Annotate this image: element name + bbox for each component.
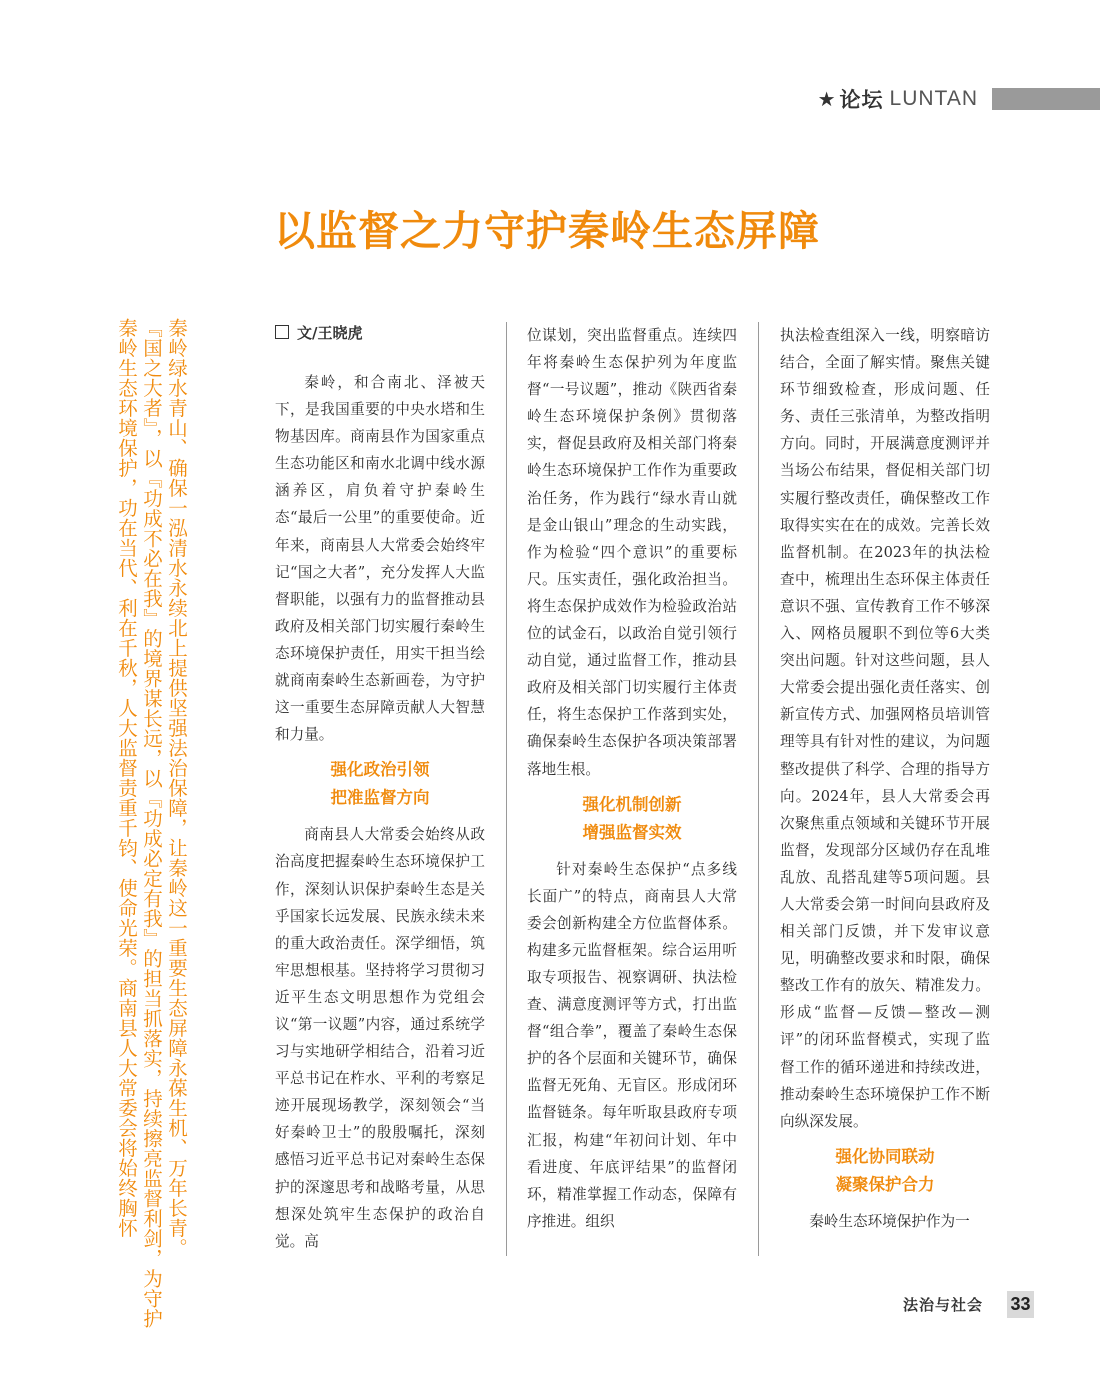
article-title: 以监督之力守护秦岭生态屏障 (274, 207, 820, 255)
pullquote-line-3: 秦岭生态环境保护，功在当代、利在千秋，人大监督责重千钧、使命光荣。商南县人大常委会将始终胸怀 (115, 318, 138, 1238)
author: 文/王晓虎 (297, 324, 363, 342)
section-header (818, 86, 1100, 112)
text-column-2 (527, 322, 737, 1235)
header-bar (992, 88, 1100, 110)
subheading-2 (527, 791, 737, 847)
page-number: 33 (1007, 1291, 1034, 1318)
text-column-3 (780, 322, 990, 1235)
subheading-line: 强化协同联动 (835, 1146, 935, 1166)
section-name-en: LUNTAN (889, 87, 978, 110)
section-name-cn: 论坛 (839, 88, 884, 112)
column-divider (506, 322, 507, 1256)
subheading-line: 凝聚保护合力 (835, 1174, 935, 1194)
text-column-1 (275, 322, 485, 1255)
square-icon (275, 325, 289, 339)
paragraph: 针对秦岭生态保护“点多线长面广”的特点，商南县人大常委会创新构建全方位监督体系。构建多元监督框架。综合运用听取专项报告、视察调研、执法检查、满意度测评等方式，打出监督“组合拳”，覆盖了秦岭生态保护的各个层面和关键环节，确保监督无死角、无盲区。形成闭环监督链条。每年听取县政府专项汇报，构建“年初问计划、年中看进度、年底评结果”的监督闭环，精准掌握工作动态，保障有序推进。组织 (527, 860, 737, 1230)
subheading-line: 增强监督实效 (582, 822, 682, 842)
subheading-line: 把准监督方向 (330, 788, 430, 808)
paragraph: 商南县人大常委会始终从政治高度把握秦岭生态环境保护工作，深刻认识保护秦岭生态是关乎国家长远发展、民族永续未来的重大政治责任。深学细悟，筑牢思想根基。坚持将学习贯彻习近平生态文明思想作为党组会议“第一议题”内容，通过系统学习与实地研学相结合，沿着习近平总书记在柞水、平利的考察足迹开展现场教学，深刻领会“当好秦岭卫士”的殷殷嘱托，深刻感悟习近平总书记对秦岭生态保护的深邃思考和战略考量，从思想深处筑牢生态保护的政治自觉。高 (275, 826, 485, 1250)
subheading-line: 强化机制创新 (582, 794, 682, 814)
paragraph: 秦岭生态环境保护作为一 (809, 1212, 970, 1230)
pullquote-line-2: 『国之大者』，以『功成不必在我』的境界谋长远，以『功成必定有我』的担当抓落实，持续擦亮监督利剑，为守护 (140, 318, 163, 1329)
pullquote-line-1: 秦岭绿水青山、确保一泓清水永续北上提供坚强法治保障，让秦岭这一重要生态屏障永葆生机、万年长青。 (165, 318, 188, 1258)
paragraph: 执法检查组深入一线，明察暗访结合，全面了解实情。聚焦关键环节细致检查，形成问题、任务、责任三张清单，为整改指明方向。同时，开展满意度测评并当场公布结果，督促相关部门切实履行整改责任，确保整改工作取得实实在在的成效。完善长效监督机制。在2023年的执法检查中，梳理出生态环保主体责任意识不强、宣传教育工作不够深入、网格员履职不到位等6大类突出问题。针对这些问题，县人大常委会提出强化责任落实、创新宣传方式、加强网格员培训管理等具有针对性的建议，为问题整改提供了科学、合理的指导方向。2024年，县人大常委会再次聚焦重点领域和关键环节开展监督，发现部分区域仍存在乱堆乱放、乱搭乱建等5项问题。县人大常委会第一时间向县政府及相关部门反馈，并下发审议意见，明确整改要求和时限，确保整改工作有的放矢、精准发力。形成“监督—反馈—整改—测评”的闭环监督模式，实现了监督工作的循环递进和持续改进，推动秦岭生态环境保护工作不断向纵深发展。 (780, 327, 990, 1130)
magazine-name: 法治与社会 (902, 1296, 983, 1314)
paragraph: 位谋划，突出监督重点。连续四年将秦岭生态保护列为年度监督“一号议题”，推动《陕西省秦岭生态环境保护条例》贯彻落实，督促县政府及相关部门将秦岭生态环境保护工作作为重要政治任务，作为践行“绿水青山就是金山银山”理念的生动实践，作为检验“四个意识”的重要标尺。压实责任，强化政治担当。将生态保护成效作为检验政治站位的试金石，以政治自觉引领行动自觉，通过监督工作，推动县政府及相关部门切实履行主体责任，将生态保护工作落到实处，确保秦岭生态保护各项决策部署落地生根。 (527, 327, 737, 778)
subheading-line: 强化政治引领 (330, 760, 430, 780)
byline (275, 322, 485, 344)
subheading-3 (780, 1143, 990, 1199)
star-icon: ★ (817, 87, 836, 111)
page-footer (903, 1291, 1034, 1318)
paragraph: 秦岭，和合南北、泽被天下，是我国重要的中央水塔和生物基因库。商南县作为国家重点生态功能区和南水北调中线水源涵养区，肩负着守护秦岭生态“最后一公里”的重要使命。近年来，商南县人大常委会始终牢记“国之大者”，充分发挥人大监督职能，以强有力的监督推动县政府及相关部门切实履行秦岭生态环境保护责任，用实干担当绘就商南秦岭生态新画卷，为守护这一重要生态屏障贡献人大智慧和力量。 (275, 374, 485, 744)
column-divider (758, 322, 759, 1256)
subheading-1 (275, 756, 485, 812)
